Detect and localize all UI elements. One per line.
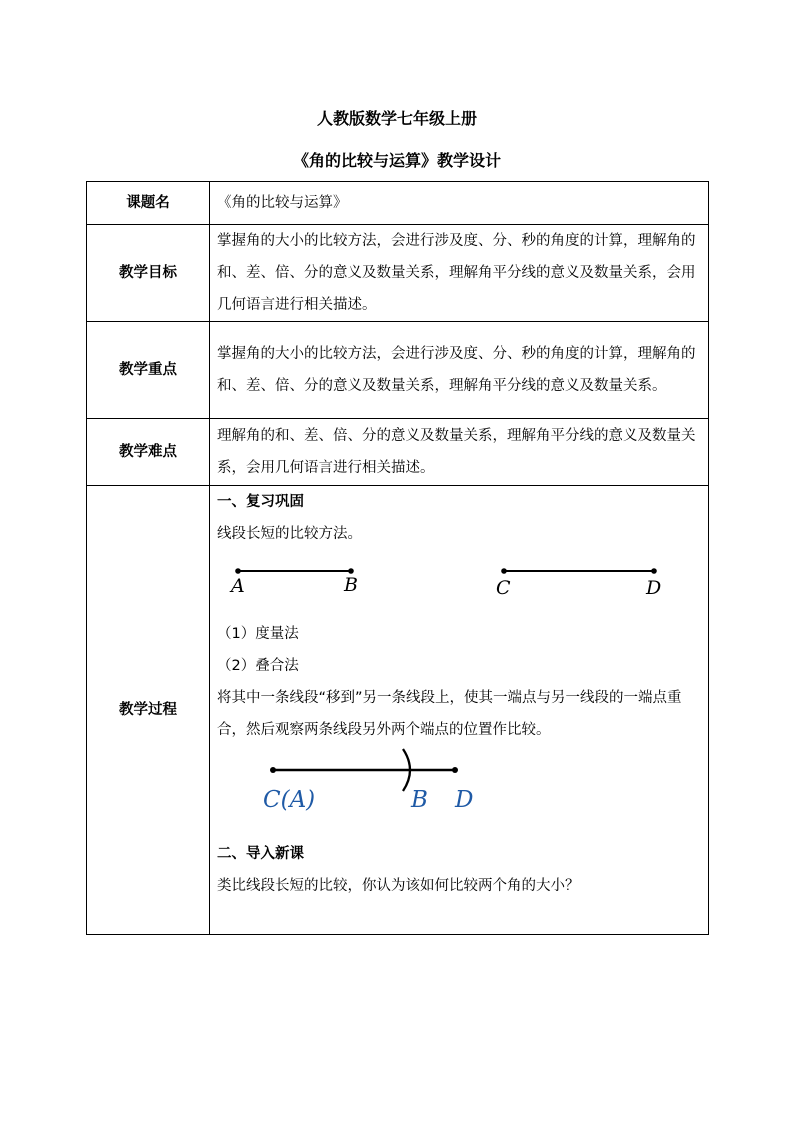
point-b xyxy=(348,568,354,574)
label-d: D xyxy=(646,577,662,599)
table-row-key xyxy=(87,322,709,419)
label-d-overlap: D xyxy=(455,787,474,813)
label-c: C xyxy=(496,577,511,599)
goal-label: 教学目标 xyxy=(87,225,210,322)
topic-label: 课题名 xyxy=(87,182,210,225)
process-label: 教学过程 xyxy=(87,486,210,935)
table-row-goal xyxy=(87,225,709,322)
section2-heading: 二、导入新课 xyxy=(217,846,304,862)
label-b-overlap: B xyxy=(411,787,428,813)
label-b: B xyxy=(344,574,358,596)
key-label: 教学重点 xyxy=(87,322,210,419)
document-subtitle: 《角的比较与运算》教学设计 xyxy=(292,151,501,170)
topic-value: 《角的比较与运算》 xyxy=(210,182,709,225)
difficulty-text: 理解角的和、差、倍、分的意义及数量关系，理解角平分线的意义及数量关系，会用几何语言进行相关描述。 xyxy=(210,419,709,486)
section2-text: 类比线段长短的比较，你认为该如何比较两个角的大小？ xyxy=(217,878,580,894)
document-title: 人教版数学七年级上册 xyxy=(316,109,477,128)
method-overlap: （2）叠合法 xyxy=(217,658,299,674)
method-measure: （1）度量法 xyxy=(217,626,299,642)
label-a: A xyxy=(231,575,245,597)
point-a xyxy=(235,568,241,574)
point-d xyxy=(651,568,657,574)
point-ca xyxy=(270,767,276,773)
goal-text: 掌握角的大小的比较方法，会进行涉及度、分、秒的角度的计算，理解角的和、差、倍、分的意义及数量关系，理解角平分线的意义及数量关系，会用几何语言进行相关描述。 xyxy=(210,225,709,322)
section1-heading: 一、复习巩固 xyxy=(217,494,304,510)
lesson-plan-table xyxy=(86,181,709,935)
label-c-a: C(A) xyxy=(263,787,316,813)
point-d-overlap xyxy=(452,767,458,773)
table-row-process xyxy=(87,486,709,935)
segment-comparison-figure xyxy=(217,550,697,610)
table-row-difficulty xyxy=(87,419,709,486)
overlap-figure xyxy=(217,746,697,828)
method-overlap-description: 将其中一条线段“移到”另一条线段上，使其一端点与另一线段的一端点重合，然后观察两条线段另外两个端点的位置作比较。 xyxy=(217,690,682,738)
key-text: 掌握角的大小的比较方法，会进行涉及度、分、秒的角度的计算，理解角的和、差、倍、分的意义及数量关系，理解角平分线的意义及数量关系。 xyxy=(210,322,709,419)
point-c xyxy=(501,568,507,574)
process-content xyxy=(210,486,709,935)
table-row-topic xyxy=(87,182,709,225)
difficulty-label: 教学难点 xyxy=(87,419,210,486)
section1-intro: 线段长短的比较方法。 xyxy=(217,526,362,542)
